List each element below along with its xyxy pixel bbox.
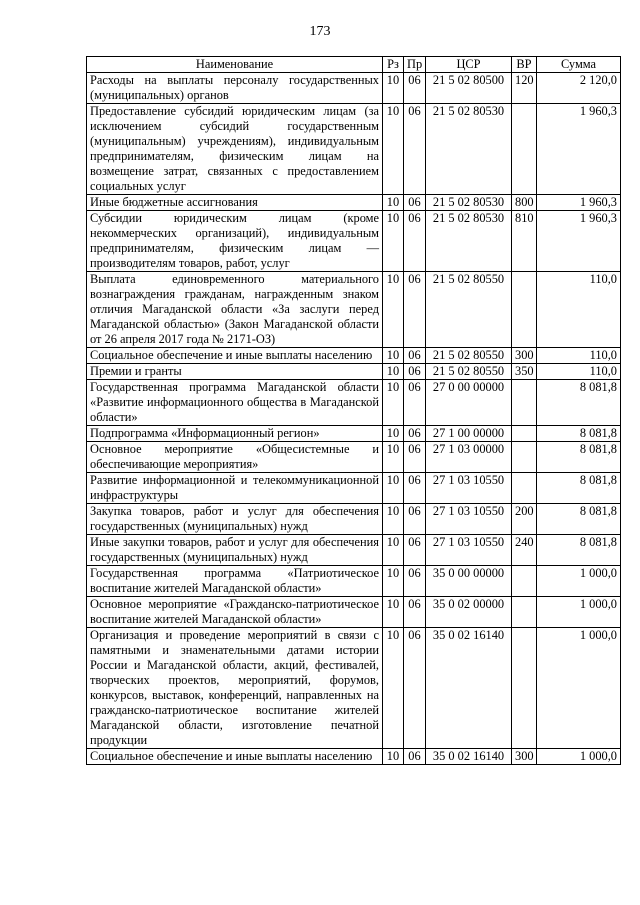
table-row: [87, 442, 621, 473]
header-vr: ВР: [512, 57, 537, 73]
cell-name: Государственная программа «Патриотическое воспитание жителей Магаданской области»: [87, 566, 383, 597]
cell-pr: 06: [404, 566, 426, 597]
table-row: [87, 73, 621, 104]
cell-name: Иные закупки товаров, работ и услуг для обеспечения государственных (муниципальных) нужд: [87, 535, 383, 566]
cell-rz: 10: [383, 566, 404, 597]
table-row: [87, 426, 621, 442]
cell-rz: 10: [383, 364, 404, 380]
cell-rz: 10: [383, 442, 404, 473]
cell-rz: 10: [383, 104, 404, 195]
cell-sum: 1 000,0: [537, 597, 621, 628]
table-row: [87, 104, 621, 195]
cell-name: Иные бюджетные ассигнования: [87, 195, 383, 211]
cell-pr: 06: [404, 535, 426, 566]
cell-vr: [512, 272, 537, 348]
cell-pr: 06: [404, 380, 426, 426]
cell-csr: 27 1 03 10550: [426, 535, 512, 566]
cell-csr: 21 5 02 80530: [426, 211, 512, 272]
cell-sum: 8 081,8: [537, 473, 621, 504]
cell-pr: 06: [404, 73, 426, 104]
cell-vr: [512, 426, 537, 442]
cell-csr: 27 1 03 10550: [426, 473, 512, 504]
table-row: [87, 749, 621, 765]
cell-name: Государственная программа Магаданской области «Развитие информационного общества в Магаданской области»: [87, 380, 383, 426]
cell-pr: 06: [404, 442, 426, 473]
cell-sum: 8 081,8: [537, 380, 621, 426]
header-pr: Пр: [404, 57, 426, 73]
cell-sum: 8 081,8: [537, 442, 621, 473]
cell-sum: 1 000,0: [537, 749, 621, 765]
cell-rz: 10: [383, 211, 404, 272]
cell-name: Расходы на выплаты персоналу государственных (муниципальных) органов: [87, 73, 383, 104]
cell-pr: 06: [404, 426, 426, 442]
header-rz: Рз: [383, 57, 404, 73]
cell-vr: 300: [512, 749, 537, 765]
cell-rz: 10: [383, 473, 404, 504]
cell-sum: 8 081,8: [537, 504, 621, 535]
page-number: 173: [309, 24, 331, 39]
table-row: [87, 211, 621, 272]
cell-rz: 10: [383, 504, 404, 535]
budget-table: [86, 56, 621, 765]
cell-vr: [512, 104, 537, 195]
cell-sum: 2 120,0: [537, 73, 621, 104]
cell-rz: 10: [383, 73, 404, 104]
table-row: [87, 380, 621, 426]
table-row: [87, 597, 621, 628]
cell-pr: 06: [404, 104, 426, 195]
cell-sum: 1 000,0: [537, 628, 621, 749]
cell-sum: 1 960,3: [537, 104, 621, 195]
cell-name: Социальное обеспечение и иные выплаты населению: [87, 348, 383, 364]
cell-name: Социальное обеспечение и иные выплаты населению: [87, 749, 383, 765]
table-row: [87, 504, 621, 535]
cell-csr: 21 5 02 80550: [426, 272, 512, 348]
header-row: [87, 57, 621, 73]
cell-pr: 06: [404, 597, 426, 628]
cell-pr: 06: [404, 628, 426, 749]
cell-vr: [512, 380, 537, 426]
cell-pr: 06: [404, 749, 426, 765]
cell-csr: 27 1 03 00000: [426, 442, 512, 473]
cell-csr: 35 0 02 16140: [426, 628, 512, 749]
cell-pr: 06: [404, 504, 426, 535]
cell-rz: 10: [383, 195, 404, 211]
cell-pr: 06: [404, 272, 426, 348]
table-row: [87, 195, 621, 211]
cell-rz: 10: [383, 348, 404, 364]
table-row: [87, 348, 621, 364]
cell-vr: [512, 597, 537, 628]
cell-sum: 8 081,8: [537, 426, 621, 442]
cell-name: Основное мероприятие «Гражданско-патриотическое воспитание жителей Магаданской области»: [87, 597, 383, 628]
cell-name: Премии и гранты: [87, 364, 383, 380]
cell-csr: 27 0 00 00000: [426, 380, 512, 426]
table-row: [87, 473, 621, 504]
cell-rz: 10: [383, 535, 404, 566]
cell-name: Предоставление субсидий юридическим лицам (за исключением субсидий государственным (муниципальным) учреждениям), индивидуальным предпринимателям, физическим лицам на возмещение затрат, связанных с предоставлением социальных услуг: [87, 104, 383, 195]
cell-pr: 06: [404, 211, 426, 272]
table-row: [87, 566, 621, 597]
table-body: [87, 73, 621, 765]
table-row: [87, 628, 621, 749]
cell-name: Закупка товаров, работ и услуг для обеспечения государственных (муниципальных) нужд: [87, 504, 383, 535]
cell-csr: 21 5 02 80530: [426, 195, 512, 211]
cell-vr: 800: [512, 195, 537, 211]
cell-sum: 1 000,0: [537, 566, 621, 597]
cell-name: Выплата единовременного материального вознаграждения гражданам, награжденным знаком отличия Магаданской области «За заслуги перед Магаданской областью» (Закон Магаданской области от 26 апреля 2017 года № 2171-ОЗ): [87, 272, 383, 348]
cell-csr: 35 0 02 16140: [426, 749, 512, 765]
cell-vr: [512, 473, 537, 504]
cell-vr: [512, 566, 537, 597]
cell-name: Субсидии юридическим лицам (кроме некоммерческих организаций), индивидуальным предпринимателям, физическим лицам — производителям товаров, работ, услуг: [87, 211, 383, 272]
cell-csr: 27 1 03 10550: [426, 504, 512, 535]
cell-name: Подпрограмма «Информационный регион»: [87, 426, 383, 442]
cell-sum: 1 960,3: [537, 195, 621, 211]
cell-name: Развитие информационной и телекоммуникационной инфраструктуры: [87, 473, 383, 504]
cell-sum: 1 960,3: [537, 211, 621, 272]
cell-rz: 10: [383, 597, 404, 628]
cell-pr: 06: [404, 473, 426, 504]
cell-csr: 27 1 00 00000: [426, 426, 512, 442]
cell-csr: 35 0 02 00000: [426, 597, 512, 628]
cell-rz: 10: [383, 380, 404, 426]
cell-pr: 06: [404, 195, 426, 211]
cell-sum: 110,0: [537, 348, 621, 364]
table-row: [87, 535, 621, 566]
cell-sum: 8 081,8: [537, 535, 621, 566]
cell-pr: 06: [404, 364, 426, 380]
cell-rz: 10: [383, 272, 404, 348]
cell-vr: 240: [512, 535, 537, 566]
cell-sum: 110,0: [537, 272, 621, 348]
cell-csr: 21 5 02 80530: [426, 104, 512, 195]
cell-pr: 06: [404, 348, 426, 364]
table-row: [87, 364, 621, 380]
cell-vr: [512, 442, 537, 473]
cell-vr: 300: [512, 348, 537, 364]
cell-name: Организация и проведение мероприятий в связи с памятными и знаменательными датами истории России и Магаданской области, акций, фестивалей, творческих проектов, мероприятий, форумов, конкурсов, выставок, конференций, направленных на гражданско-патриотическое воспитание жителей Магаданской области, изготовление печатной продукции: [87, 628, 383, 749]
header-csr: ЦСР: [426, 57, 512, 73]
cell-vr: 810: [512, 211, 537, 272]
cell-vr: [512, 628, 537, 749]
cell-csr: 35 0 00 00000: [426, 566, 512, 597]
cell-sum: 110,0: [537, 364, 621, 380]
cell-rz: 10: [383, 426, 404, 442]
table-row: [87, 272, 621, 348]
cell-csr: 21 5 02 80550: [426, 348, 512, 364]
header-name: Наименование: [87, 57, 383, 73]
cell-csr: 21 5 02 80500: [426, 73, 512, 104]
cell-vr: 350: [512, 364, 537, 380]
cell-rz: 10: [383, 628, 404, 749]
cell-csr: 21 5 02 80550: [426, 364, 512, 380]
cell-vr: 120: [512, 73, 537, 104]
cell-rz: 10: [383, 749, 404, 765]
cell-name: Основное мероприятие «Общесистемные и обеспечивающие мероприятия»: [87, 442, 383, 473]
cell-vr: 200: [512, 504, 537, 535]
header-sum: Сумма: [537, 57, 621, 73]
